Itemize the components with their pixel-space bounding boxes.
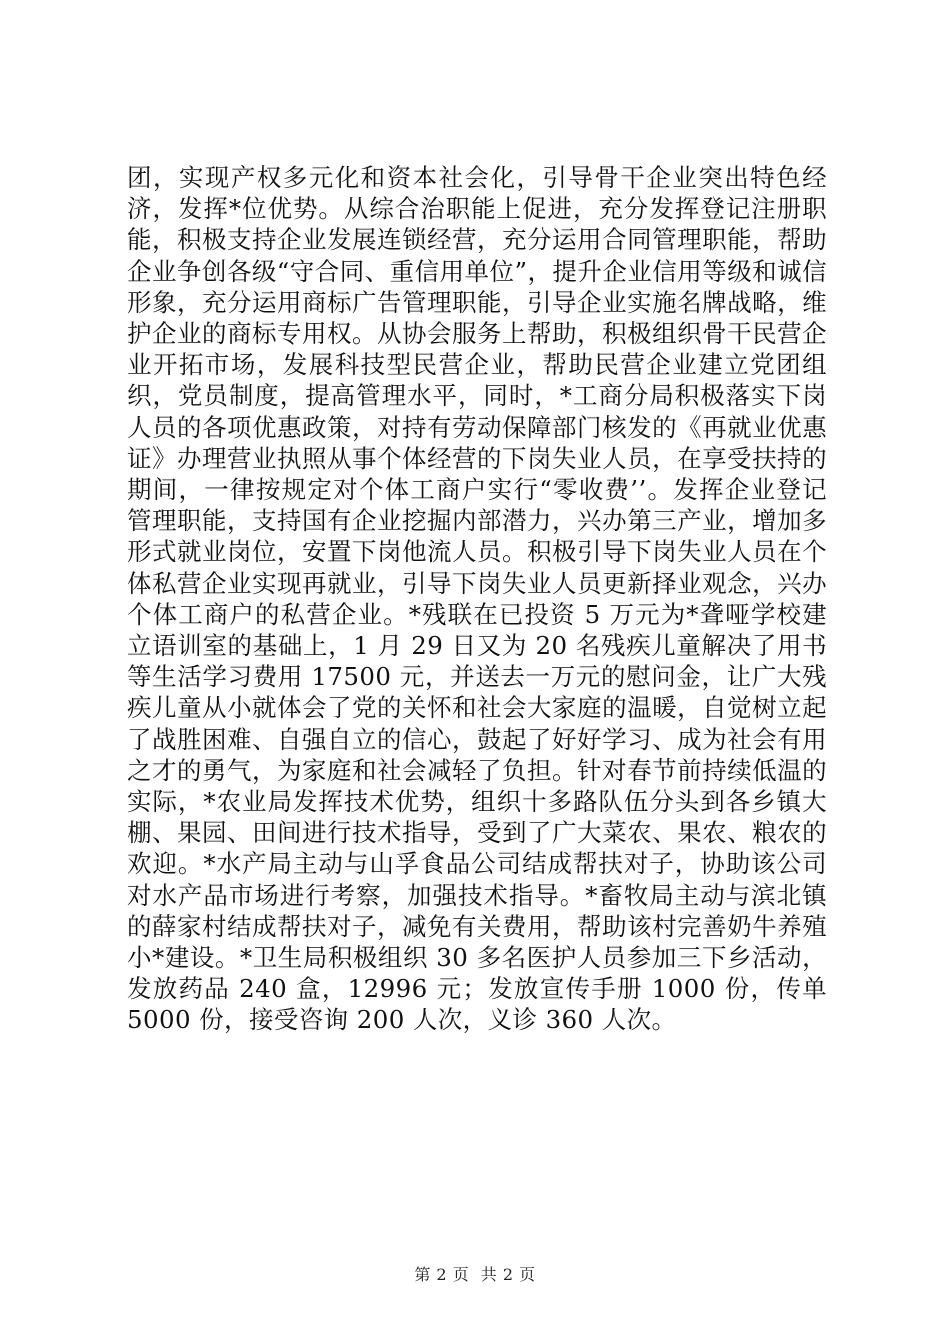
page-total: 共 2 页 (480, 1265, 536, 1284)
page-number: 第 2 页 (414, 1265, 470, 1284)
page-footer (0, 1262, 950, 1285)
body-paragraph: 团，实现产权多元化和资本社会化，引导骨干企业突出特色经济，发挥*位优势。从综合治职能上促进，充分发挥登记注册职能，积极支持企业发展连锁经营，充分运用合同管理职能，帮助企业争创各级“守合同、重信用单位”，提升企业信用等级和诚信形象，充分运用商标广告管理职能，引导企业实施名牌战略，维护企业的商标专用权。从协会服务上帮助，积极组织骨干民营企业开拓市场，发展科技型民营企业，帮助民营企业建立党团组织，党员制度，提高管理水平，同时，*工商分局积极落实下岗人员的各项优惠政策，对持有劳动保障部门核发的《再就业优惠证》办理营业执照从事个体经营的下岗失业人员，在享受扶持的期间，一律按规定对个体工商户实行“零收费’’。发挥企业登记管理职能，支持国有企业挖掘内部潜力，兴办第三产业，增加多形式就业岗位，安置下岗他流人员。积极引导下岗失业人员在个体私营企业实现再就业，引导下岗失业人员更新择业观念，兴办个体工商户的私营企业。*残联在已投资 5 万元为*聋哑学校建立语训室的基础上，1 月 29 日又为 20 名残疾儿童解决了用书等生活学习费用 17500 元，并送去一万元的慰问金，让广大残疾儿童从小就体会了党的关怀和社会大家庭的温暖，自觉树立起了战胜困难、自强自立的信心，鼓起了好好学习、成为社会有用之才的勇气，为家庭和社会减轻了负担。针对春节前持续低温的实际，*农业局发挥技术优势，组织十多路队伍分头到各乡镇大棚、果园、田间进行技术指导，受到了广大菜农、果农、粮农的欢迎。*水产局主动与山孚食品公司结成帮扶对子，协助该公司对水产品市场进行考察，加强技术指导。*畜牧局主动与滨北镇的薛家村结成帮扶对子，减免有关费用，帮助该村完善奶牛养殖小*建设。*卫生局积极组织 30 多名医护人员参加三下乡活动，发放药品 240 盒，12996 元；发放宣传手册 1000 份，传单 5000 份，接受咨询 200 人次，义诊 360 人次。 (127, 163, 827, 1035)
